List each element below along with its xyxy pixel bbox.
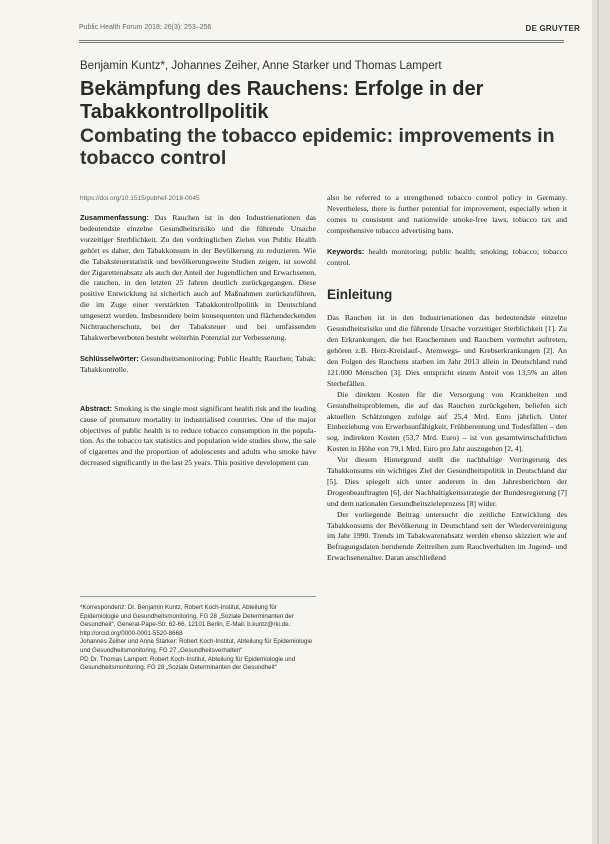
keywords-english [327, 247, 567, 269]
publisher-logo: DE GRUYTER [525, 24, 580, 33]
footnote-rule [80, 596, 316, 597]
body-paragraph-3: Vor diesem Hintergrund stellt die nachhaltige Verringerung des Tabakkonsums ein wichtiges Ziel der Gesundheitspolitik in Deutschland dar [5]. Dies spiegelt sich unter anderem in den Jahresberichten der Drogenbeauftragten [6], der Nachhaltigkeitsstrategie der Bundesregierung [7] und dem nationalen Gesundheitszieleprozess [8] wider. [327, 455, 567, 508]
title-english: Combating the tobacco epidemic: improvements in tobacco control [80, 125, 555, 169]
journal-citation: Public Health Forum 2018; 26(3): 253–256 [79, 24, 212, 31]
page-edge-line [597, 0, 599, 844]
header-rule-thin [79, 42, 564, 43]
keywords-german-label: Schlüsselwörter: [80, 353, 139, 363]
abstract-german-label: Zusammenfassung: [80, 213, 149, 222]
abstract-english-text: Smoking is the single most significant health risk and the leading cause of premature mortality in industrialised countries. One of the major objectives of public health is to reduce tobacco consumption in the population. As the tobacco tax statistics and population wide studies show, the sale of cigarettes and the proportion of adolescents and adults who smoke have decreased significantly in the last 25 years. This positive development can [80, 403, 317, 468]
footnote-correspondence: *Korrespondenz: Dr. Benjamin Kuntz, Robert Koch-Institut, Abteilung für Epidemiologie und Gesundheitsmonitoring, FG 28 „Soziale Determinanten der Gesundheit“, General-Pape-Str. 62-66, 12101 Berlin, E-Mail: b.kuntz@rki.de. http://orcid.org/0000-0001-5520-8668 [80, 604, 294, 637]
right-column [327, 193, 567, 564]
doi-link[interactable]: https://doi.org/10.1515/pubhef-2018-0045 [80, 195, 200, 202]
keywords-english-label: Keywords: [327, 246, 365, 256]
body-paragraph-1: Das Rauchen ist in den Industrienationen das bedeutendste einzelne Gesundheitsrisiko und die führende Ursache vorzeitiger Sterblichkeit [1]. Zu den Erkrankungen, die bei Rauchernnen und Rauchern vermehrt auftreten, gehören z.B. Herz-Kreislauf-, Atemwegs- und Krebserkrankungen [2]. An den Folgen des Rauchens starben im Jahr 2013 allein in Deutschland rund 121.000 Menschen [3]. Dies entspricht einem Anteil von 13,5% an allen Sterbefällen. [327, 313, 567, 388]
left-column [80, 213, 316, 469]
title-german: Bekämpfung des Rauchens: Erfolge in der Tabakkontrollpolitik [80, 78, 484, 123]
abstract-english-continued: also be referred to a strengthened tobacco control policy in Germany. Nevertheless, there is further potential for improvement, especially when it comes to consistent and nationwide smoke-free laws, tobacco tax and comprehensive tobacco advertising bans. [327, 193, 567, 235]
abstract-english-label: Abstract: [80, 403, 113, 413]
body-paragraph-2: Die direkten Kosten für die Versorgung von Krankheiten und Gesundheitsproblemen, die auf das Rauchen zurückgehen, beliefen sich aktuellen Schätzungen zufolge auf 25,4 Mrd. Euro jährlich. Unter Einbeziehung von Erwerbsunfähigkeit, Frühberentung und Todesfällen – den sog. indirekten Kosten (53,7 Mrd. Euro) – ist von gesamtwirtschaftlichen Kosten in Höhe von 79,1 Mrd. Euro pro Jahr auszugehen [2, 4]. [327, 389, 567, 454]
footnote-lampert: PD Dr. Thomas Lampert: Robert Koch-Institut, Abteilung für Epidemiologie und Gesundheitsmonitoring, FG 28 „Soziale Determinanten der Gesundheit“ [80, 655, 296, 672]
running-header [79, 24, 580, 38]
abstract-german [80, 213, 316, 344]
keywords-german [80, 354, 316, 376]
abstract-german-text: Das Rauchen ist in den Industrienationen das bedeutendste einzelne Gesundheitsrisiko und die führende Ursache vorzeitiger Sterblichkeit. Zu den vordringlichen Zielen von Public Health gehört es daher, den Tabakkonsum in der Bevölkerung zu reduzieren. Wie die Tabaksteuerstatistik und bevölkerungsweite Studien zeigen, ist sowohl der Zigarettenabsatz als auch der Anteil der Jugendlichen und Erwachsenen, die rauchen, in den letzten 25 Jahren deutlich zurückgegangen. Diese positive Entwicklung ist sicherlich auch auf Maßnahmen zurückzuführen, die im Zuge einer verstärkten Tabakkontrollpolitik in Deutschland umgesetzt wurden. Insbesondere beim konsequenten und flächendeckenden Nichtraucherschutz, bei der Tabaksteuer und bei umfassenden Tabakwerbeverboten besteht weiterhin Potenzial zur Verbesserung. [80, 213, 316, 342]
footnote-coauthors: Johannes Zeiher und Anne Starker: Robert Koch-Institut, Abteilung für Epidemiologie und Gesundheitsmonitoring, FG 27 „Gesundheitsverhalten“ [80, 638, 313, 654]
section-heading-einleitung: Einleitung [327, 287, 393, 303]
footnotes [80, 604, 316, 673]
keywords-german-text: Gesundheitsmonitoring; Public Health; Rauchen; Tabak; Tabakkontrolle. [80, 353, 317, 374]
abstract-english [80, 404, 316, 469]
author-list: Benjamin Kuntz*, Johannes Zeiher, Anne Starker und Thomas Lampert [80, 60, 442, 72]
keywords-english-text: health monitoring; public health; smoking; tobacco; tobacco control. [327, 246, 568, 267]
page-edge [592, 0, 610, 844]
header-rule [79, 40, 564, 41]
body-paragraph-4: Der vorliegende Beitrag untersucht die zeitliche Entwicklung des Tabakkonsums der Bevölkerung in Deutschland seit der Wiedervereinigung im Jahr 1990. Trends im Tabakwarenabsatz werden ebenso skizziert wie auf Befragungsdaten beruhende Zeitreihen zum Rauchverhalten im Jugend- und Erwachsenenalter. Daran anschließend [327, 509, 567, 563]
